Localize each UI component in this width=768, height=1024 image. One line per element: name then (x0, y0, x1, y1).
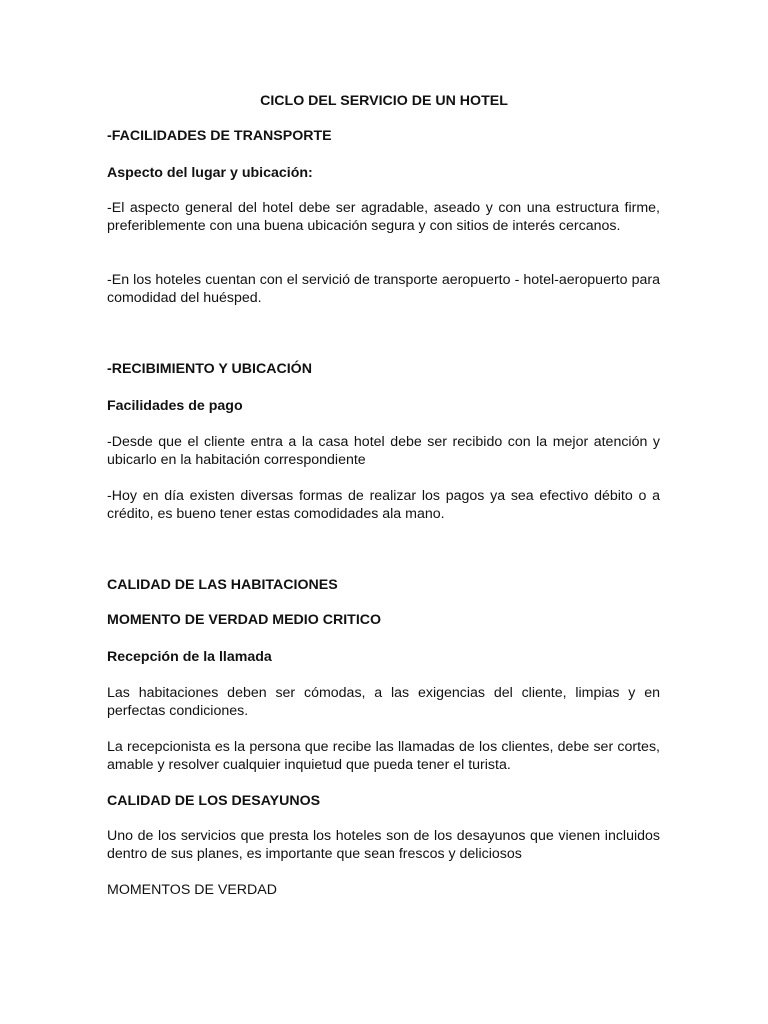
section-heading-recibimiento: -RECIBIMIENTO Y UBICACIÓN (107, 361, 312, 377)
paragraph: -En los hoteles cuentan con el servició de transporte aeropuerto - hotel-aeropuerto para comodidad del huésped. (107, 272, 660, 306)
paragraph: Las habitaciones deben ser cómodas, a las exigencias del cliente, limpias y en perfectas condiciones. (107, 685, 660, 719)
paragraph: Uno de los servicios que presta los hoteles son de los desayunos que vienen incluidos dentro de sus planes, es importante que sean frescos y deliciosos (107, 828, 660, 862)
section-heading-habitaciones: CALIDAD DE LAS HABITACIONES (107, 577, 338, 593)
section-heading-transporte: -FACILIDADES DE TRANSPORTE (107, 128, 332, 144)
paragraph: -Desde que el cliente entra a la casa hotel debe ser recibido con la mejor atención y ubicarlo en la habitación correspondiente (107, 434, 660, 468)
paragraph: -Hoy en día existen diversas formas de realizar los pagos ya sea efectivo débito o a crédito, es bueno tener estas comodidades ala mano. (107, 488, 660, 522)
paragraph: -El aspecto general del hotel debe ser agradable, aseado y con una estructura firme, preferiblemente con una buena ubicación segura y con sitios de interés cercanos. (107, 200, 660, 234)
document-title: CICLO DEL SERVICIO DE UN HOTEL (260, 93, 508, 109)
subheading-recepcion: Recepción de la llamada (107, 649, 272, 665)
subheading-pago: Facilidades de pago (107, 398, 243, 414)
section-heading-momento: MOMENTO DE VERDAD MEDIO CRITICO (107, 612, 382, 628)
subheading-aspecto: Aspecto del lugar y ubicación: (107, 165, 313, 181)
paragraph: La recepcionista es la persona que recibe las llamadas de los clientes, debe ser cortes, amable y resolver cualquier inquietud que pueda tener el turista. (107, 739, 660, 773)
section-heading-desayunos: CALIDAD DE LOS DESAYUNOS (107, 793, 321, 809)
paragraph: MOMENTOS DE VERDAD (107, 882, 278, 898)
